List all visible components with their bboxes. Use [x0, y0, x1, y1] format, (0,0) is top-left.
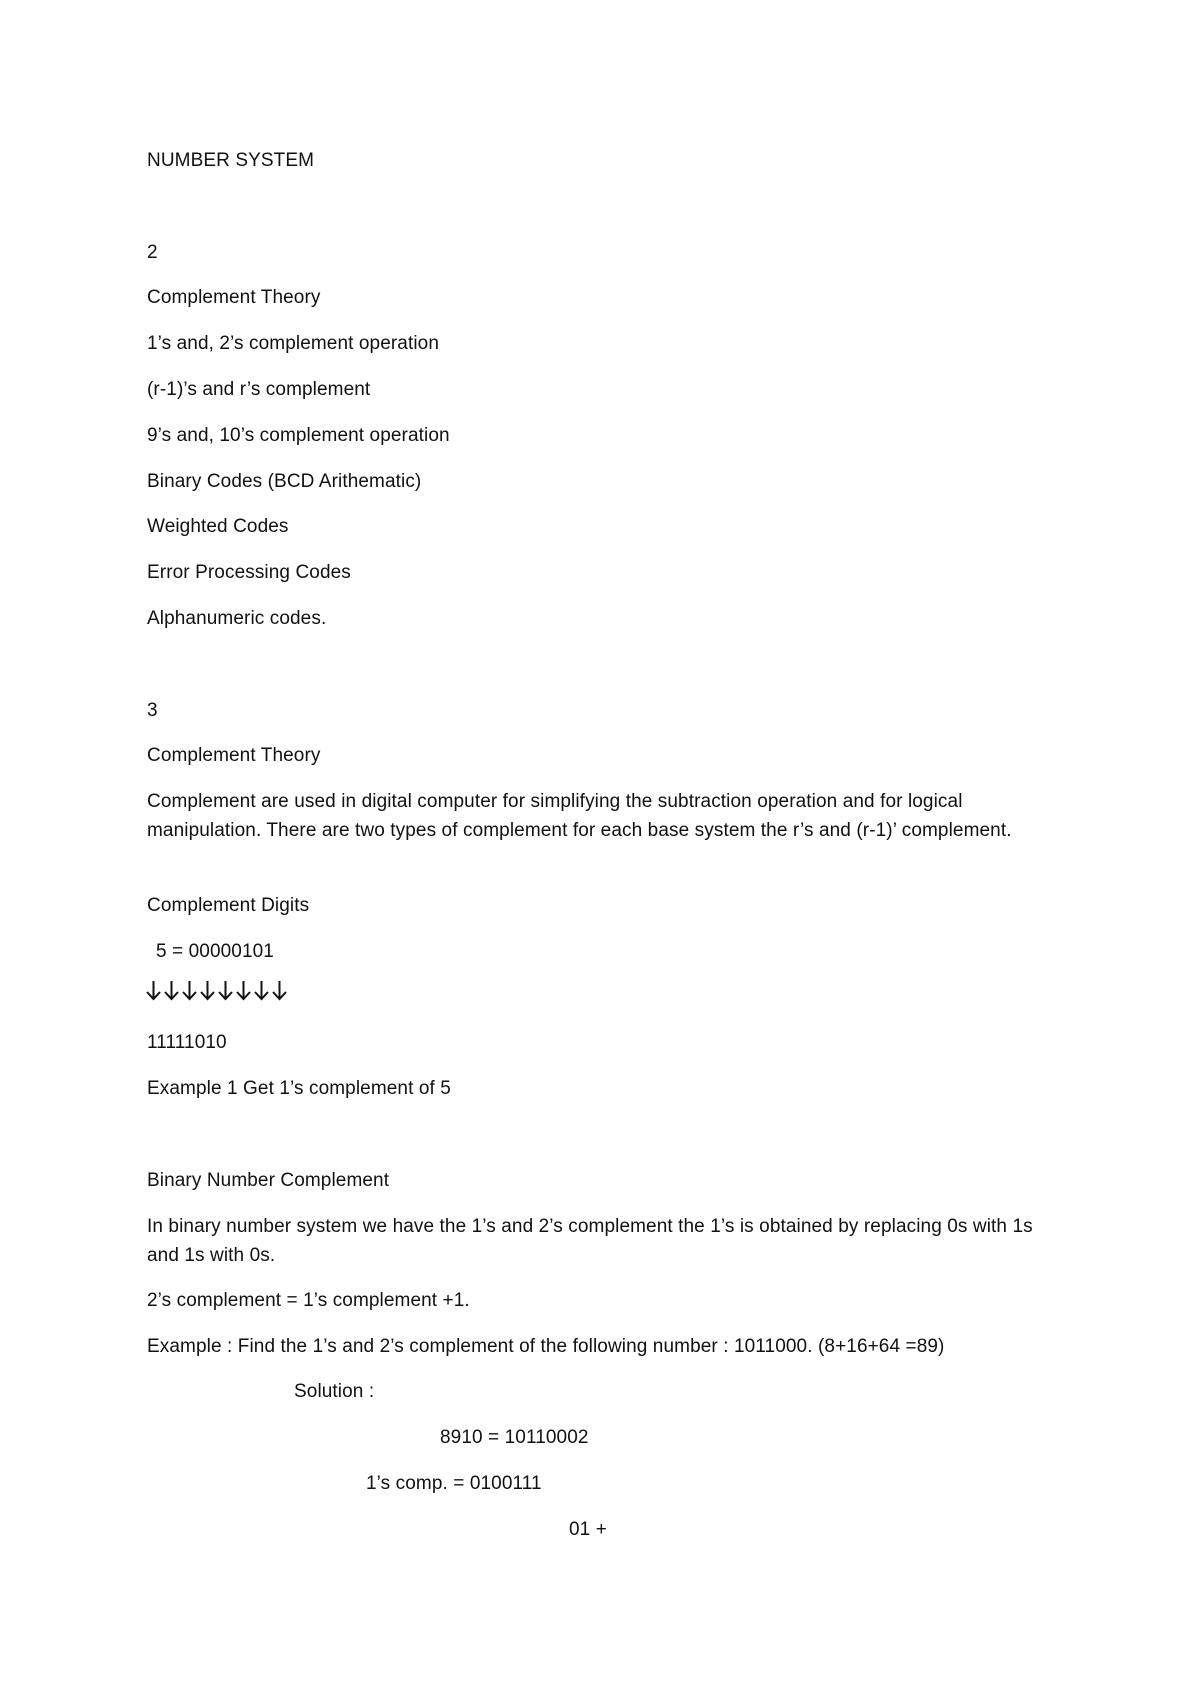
toc-item: (r-1)’s and r’s complement [147, 379, 371, 400]
toc-item: 1’s and, 2’s complement operation [147, 333, 440, 354]
down-arrow-icon [217, 978, 234, 1002]
down-arrow-icon [235, 978, 252, 1002]
down-arrow-icon [163, 978, 180, 1002]
example-1: Example 1 Get 1’s complement of 5 [147, 1078, 451, 1099]
section-number-2: 2 [147, 242, 158, 263]
toc-item: Complement Theory [147, 287, 321, 308]
solution-line-1: 8910 = 10110002 [440, 1427, 589, 1448]
toc-item: 9’s and, 10’s complement operation [147, 425, 450, 446]
toc-item: Alphanumeric codes. [147, 608, 327, 629]
section-number-3: 3 [147, 700, 158, 721]
down-arrow-icon [253, 978, 270, 1002]
down-arrow-icon [145, 978, 162, 1002]
document-heading: NUMBER SYSTEM [147, 150, 315, 171]
toc-item: Weighted Codes [147, 516, 289, 537]
binary-complement-paragraph: In binary number system we have the 1’s and 2’s complement the 1’s is obtained by replacing 0s with 1s and 1s with 0s. [147, 1216, 1033, 1266]
example-2: Example : Find the 1’s and 2’s complement of the following number : 1011000. (8+16+64 =89) [147, 1336, 945, 1357]
down-arrow-icon [199, 978, 216, 1002]
section-title: Complement Theory [147, 745, 321, 766]
toc-item: Binary Codes (BCD Arithematic) [147, 471, 422, 492]
complement-digits-equation: 5 = 00000101 [156, 941, 274, 962]
complement-digits-result: 11111010 [147, 1032, 227, 1053]
twos-complement-formula: 2’s complement = 1’s complement +1. [147, 1290, 470, 1311]
solution-line-2: 1’s comp. = 0100111 [366, 1473, 542, 1494]
solution-line-3: 01 + [569, 1519, 607, 1540]
complement-digits-title: Complement Digits [147, 895, 310, 916]
down-arrow-icon [181, 978, 198, 1002]
binary-complement-title: Binary Number Complement [147, 1170, 390, 1191]
complement-paragraph: Complement are used in digital computer for simplifying the subtraction operation and for logical manipulation. There are two types of complement for each base system the r’s and (r-1)’ complement. [147, 791, 1012, 841]
solution-label: Solution : [294, 1381, 375, 1402]
down-arrow-icon [271, 978, 288, 1002]
down-arrows-row [145, 978, 288, 1002]
toc-item: Error Processing Codes [147, 562, 351, 583]
